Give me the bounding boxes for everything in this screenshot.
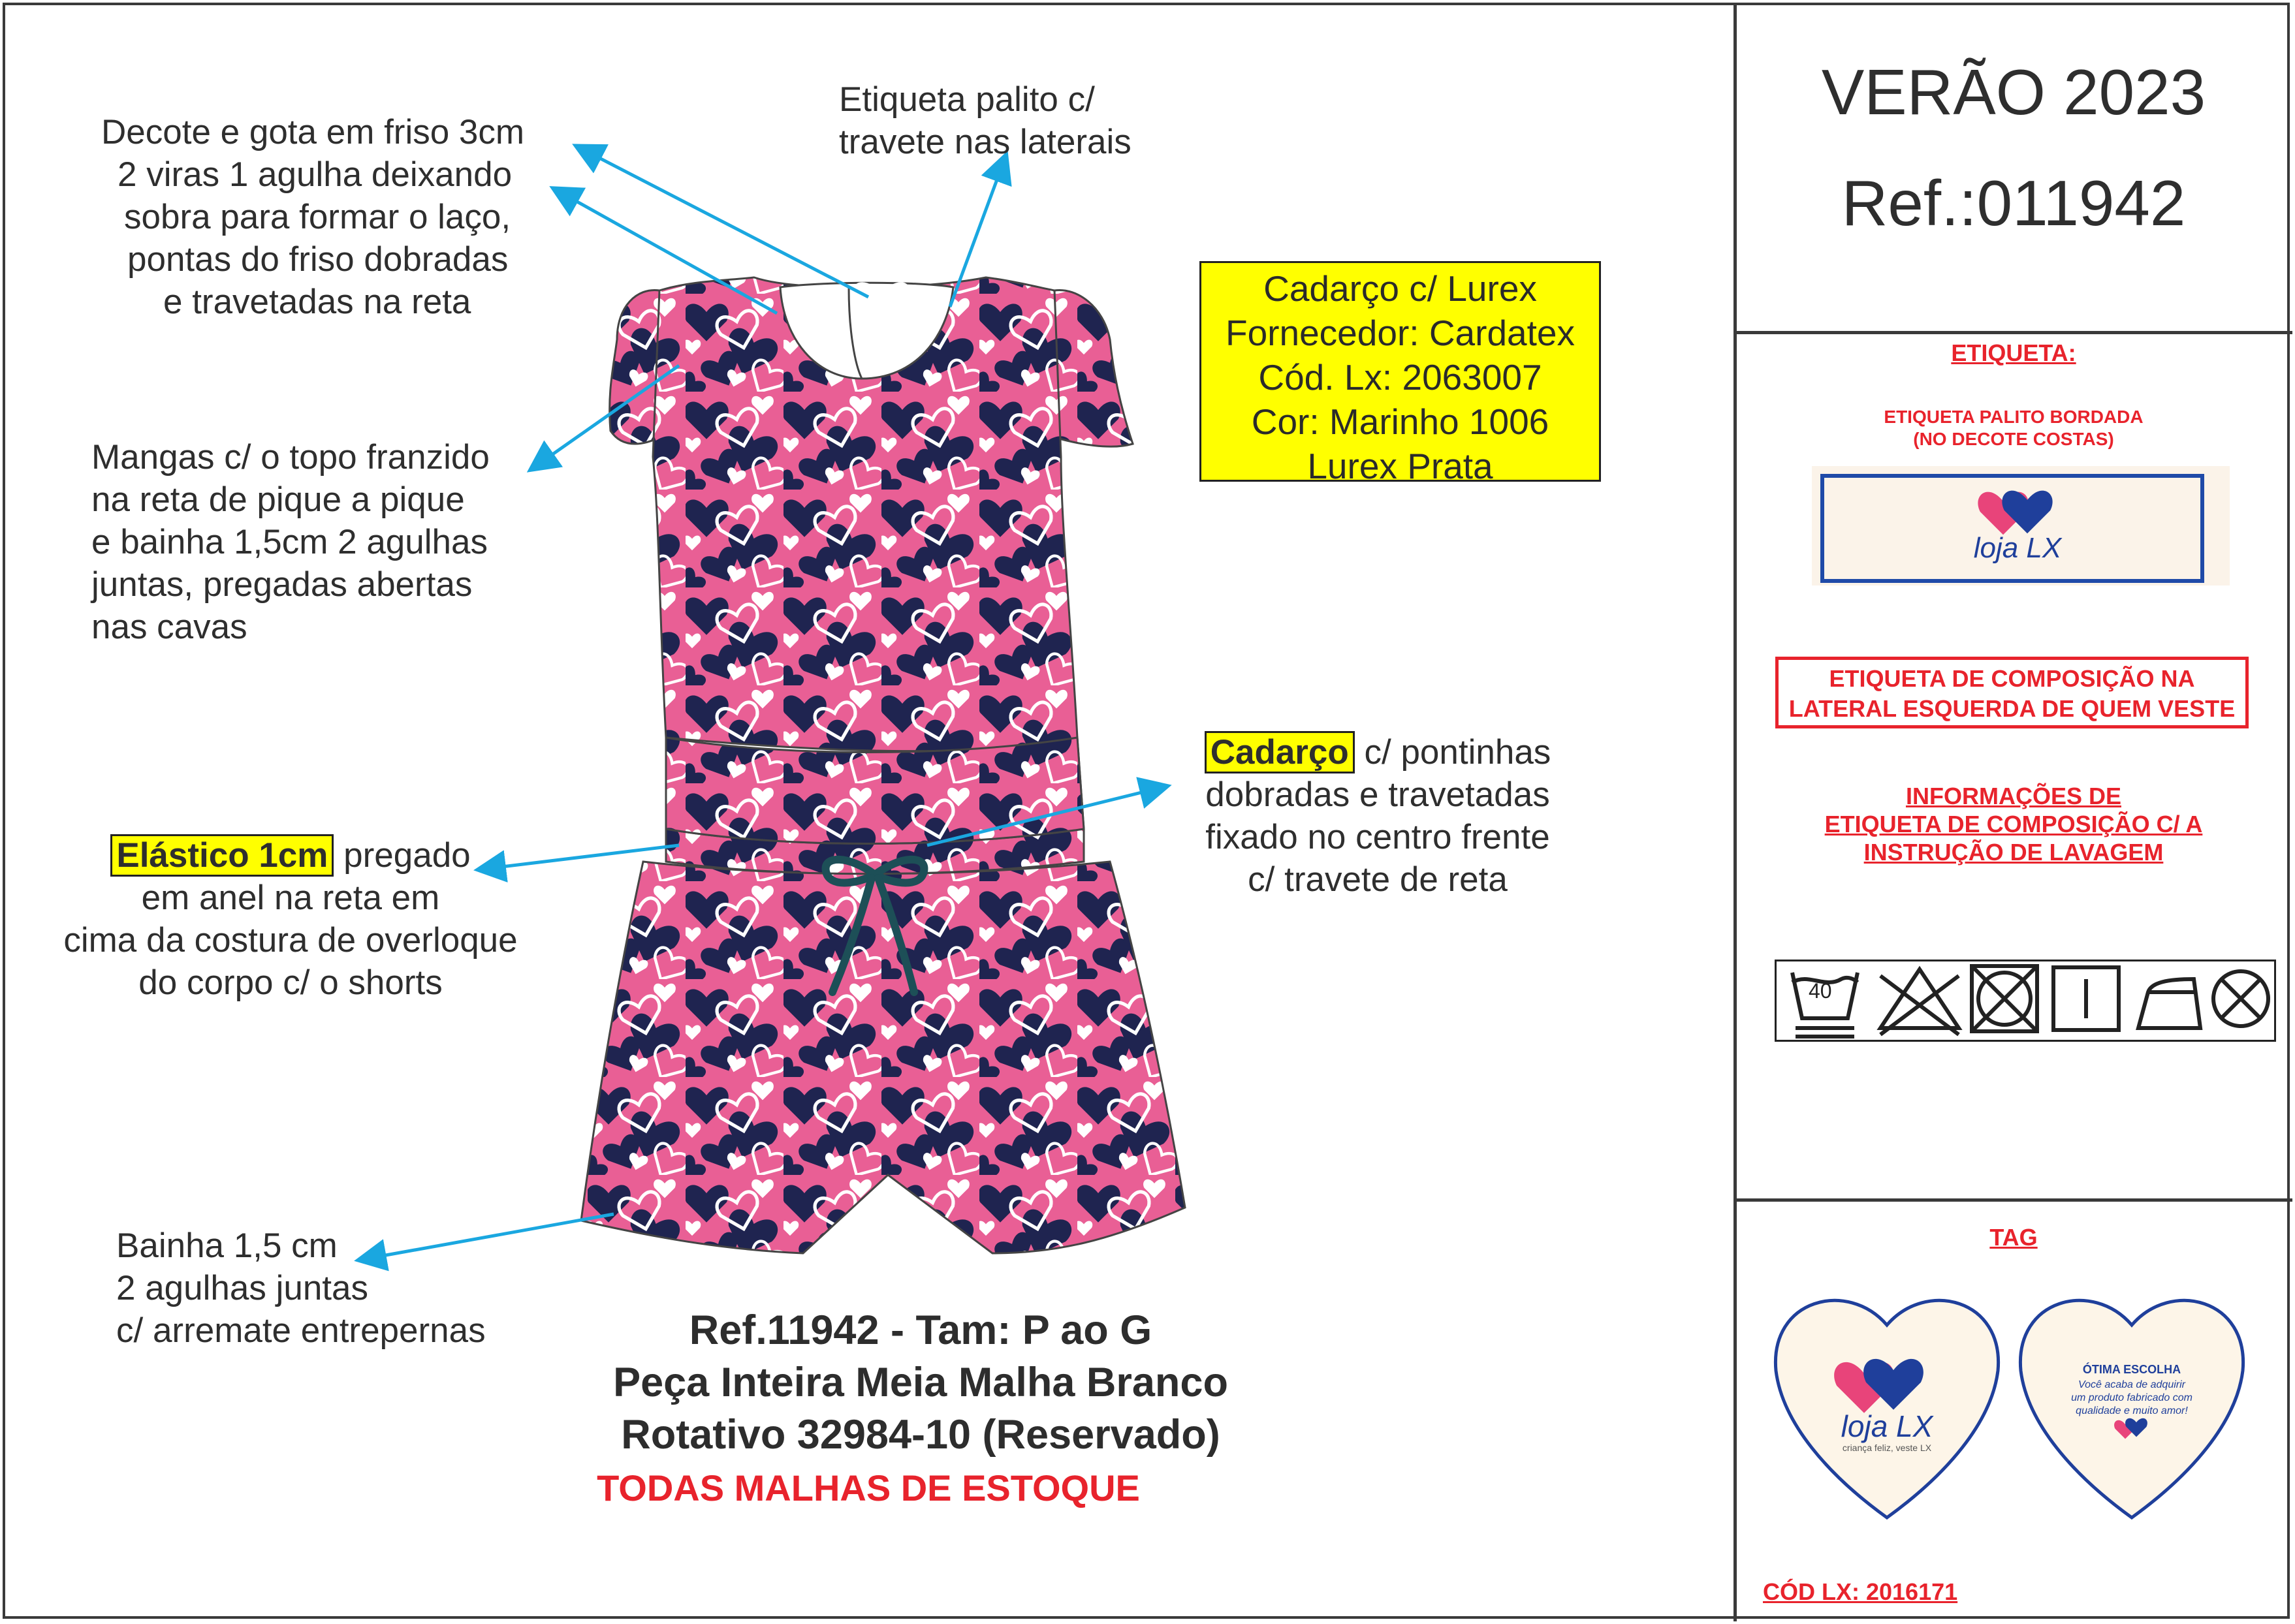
tag-code: CÓD LX: 2016171 — [1763, 1578, 1958, 1605]
palito-info: ETIQUETA PALITO BORDADA (NO DECOTE COSTAS) — [1884, 407, 2144, 449]
print-line: Rotativo 32984-10 (Reservado) — [621, 1412, 1220, 1458]
etiqueta-heading: ETIQUETA: — [1951, 339, 2076, 366]
shorts — [581, 862, 1185, 1253]
tag-logo-text: loja LX — [1841, 1409, 1933, 1443]
reference-title: Ref.:011942 — [1841, 167, 2186, 239]
wash-temperature: 40 — [1809, 979, 1832, 1003]
tag-back-text: Você acaba de adquirir um produto fabricado com qualidade e muito amor! — [2071, 1379, 2192, 1416]
note-cadarco: Cadarço c/ pontinhas dobradas e travetadas fixado no centro frente c/ travete de reta — [1175, 731, 1580, 901]
note-bainha: Bainha 1,5 cm 2 agulhas juntas c/ arremate entrepernas — [116, 1226, 486, 1350]
left-sleeve — [610, 290, 659, 444]
cadarco-highlight: Cadarço — [1205, 731, 1355, 773]
note-etiqueta-palito: Etiqueta palito c/ travete nas laterais — [839, 80, 1132, 161]
tag-heading: TAG — [1989, 1224, 2038, 1251]
composition-info: INFORMAÇÕES DE ETIQUETA DE COMPOSIÇÃO C/ A INSTRUÇÃO DE LAVAGEM — [1824, 783, 2203, 866]
wash-care-strip — [1775, 960, 2276, 1042]
composition-label-box: ETIQUETA DE COMPOSIÇÃO NA LATERAL ESQUERDA DE QUEM VESTE — [1775, 657, 2249, 728]
tag-logo-slogan: criança feliz, veste LX — [1842, 1443, 1932, 1453]
label-logo-text: loja LX — [1973, 532, 2062, 564]
note-mangas: Mangas c/ o topo franzido na reta de pique a pique e bainha 1,5cm 2 agulhas juntas, pregadas abertas nas cavas — [91, 438, 490, 646]
tag-back-title: ÓTIMA ESCOLHA — [2082, 1363, 2181, 1376]
right-sleeve — [1054, 290, 1133, 446]
lurex-spec-box: Cadarço c/ Lurex Fornecedor: Cardatex Cód. Lx: 2063007 Cor: Marinho 1006 Lurex Prata — [1199, 261, 1601, 482]
stock-note: TODAS MALHAS DE ESTOQUE — [597, 1467, 1140, 1508]
ref-line: Ref.11942 - Tam: P ao G — [689, 1307, 1152, 1353]
season-title: VERÃO 2023 — [1821, 56, 2206, 128]
elastico-highlight: Elástico 1cm — [110, 834, 334, 877]
note-elastico: Elástico 1cm pregado em anel na reta em cima da costura de overloque do corpo c/ o shorts — [36, 834, 545, 1004]
fabric-line: Peça Inteira Meia Malha Branco — [613, 1360, 1228, 1405]
note-decote: Decote e gota em friso 3cm 2 viras 1 agulha deixando sobra para formar o laço, pontas do friso dobradas e travetadas na reta — [101, 113, 525, 321]
